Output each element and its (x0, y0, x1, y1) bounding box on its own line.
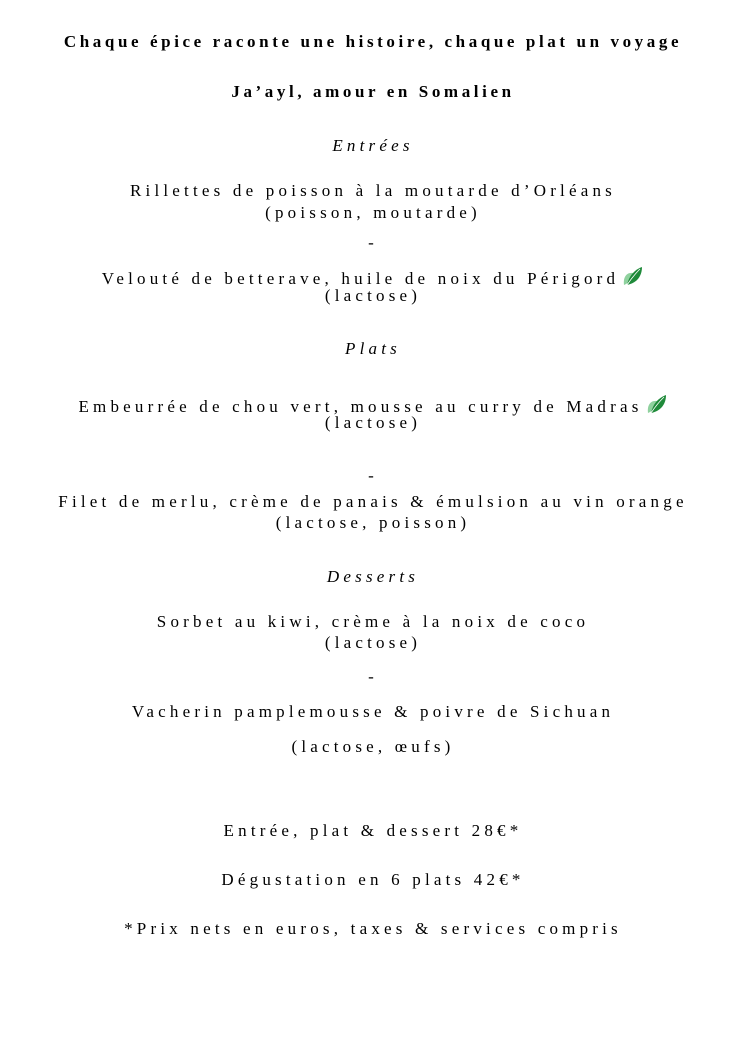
dish-allergens: (poisson, moutarde) (265, 203, 481, 222)
dish-name: Vacherin pamplemousse & poivre de Sichuan (131, 702, 615, 721)
dish-allergens: (lactose) (324, 633, 422, 652)
section-heading-desserts: Desserts (326, 567, 420, 586)
price-note: *Prix nets en euros, taxes & services compris (124, 919, 622, 938)
dish-allergens: (lactose) (324, 413, 422, 432)
dish-allergens: (lactose) (324, 286, 422, 305)
dish-name: Velouté de betterave, huile de noix du Périgord (101, 269, 620, 288)
dish-name: Filet de merlu, crème de panais & émulsion au vin orange (58, 492, 688, 511)
dish-separator: - (368, 466, 378, 485)
dish-name: Rillettes de poisson à la moutarde d’Orléans (129, 181, 616, 200)
section-heading-entrees: Entrées (332, 136, 414, 155)
section-heading-plats: Plats (345, 339, 401, 358)
price-tasting: Dégustation en 6 plats 42€* (221, 870, 525, 889)
dish-separator: - (368, 233, 378, 252)
menu-title: Ja’ayl, amour en Somalien (231, 82, 515, 101)
dish-name: Sorbet au kiwi, crème à la noix de coco (156, 612, 590, 631)
dish-name: Embeurrée de chou vert, mousse au curry de Madras (78, 397, 643, 416)
dish-separator: - (368, 667, 378, 686)
tagline: Chaque épice raconte une histoire, chaque plat un voyage (63, 32, 683, 51)
dish-allergens: (lactose, poisson) (275, 513, 471, 532)
dish-allergens: (lactose, œufs) (291, 737, 455, 756)
price-menu: Entrée, plat & dessert 28€* (223, 821, 523, 840)
